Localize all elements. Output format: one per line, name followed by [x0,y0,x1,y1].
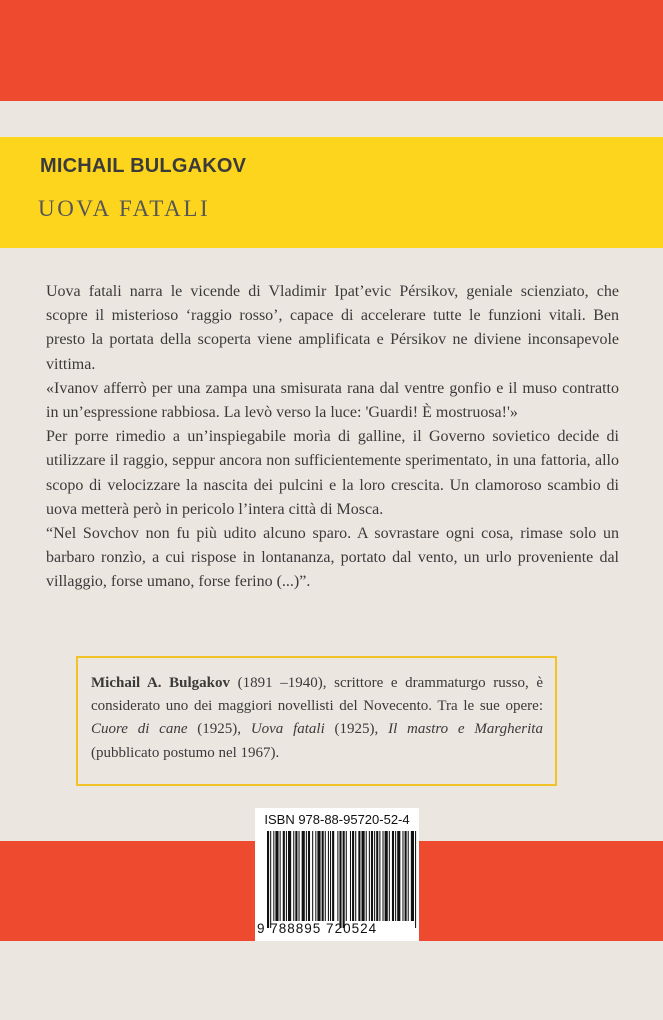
author-name: MICHAIL BULGAKOV [40,155,247,177]
barcode-bar [395,831,396,921]
barcode-bar [358,831,360,921]
bio-work-title: Uova fatali [250,721,325,738]
barcode-bar [302,831,305,921]
barcode-bar [371,831,373,921]
barcode-bar [306,831,307,921]
barcode-bar [352,831,354,921]
barcode-bar [350,831,351,921]
barcode-bar [328,831,329,921]
barcode-bar [389,831,390,921]
blurb-paragraph-2: Per porre rimedio a un’inspiegabile morìa di galline, il Governo sovietico decide di utilizzare il raggio, seppur ancora non sufficientemente sperimentato, in una fattoria, allo scopo di velocizzare la nascita dei pulcini e la loro crescita. Un clamoroso scambio di uova metterà però in pericolo l’intera città di Mosca. [46,428,619,518]
isbn-barcode [255,808,419,941]
barcode-bar [283,831,285,921]
barcode-bar [405,831,407,921]
barcode-bar [288,831,291,921]
title-band [0,137,663,248]
blurb-quote-2: “Nel Sovchov non fu più udito alcuno sparo. A sovrastare ogni cosa, rimase solo un barbaro ronzìo, a cui rispose in lontananza, portato dal vento, un urlo proveniente dal villaggio, forse umano, forse ferino (...)”. [46,525,619,591]
barcode-bar [270,831,271,928]
back-cover-blurb [46,280,619,595]
barcode-bar [280,831,281,921]
barcode-bar [312,831,313,921]
barcode-bar [392,831,394,921]
barcode-bar [295,831,297,921]
barcode-bar [275,831,278,921]
author-bio-text: Michail A. Bulgakov (1891 –1940), scrittore e drammaturgo russo, è considerato uno dei maggiori novellisti del Novecento. Tra le sue opere: Cuore di cane (1925), Uova fatali (1925), Il mastro e Margherita (pubblicato postumo nel 1967). [91,675,543,761]
barcode-bar [299,831,300,921]
barcode-bar [383,831,384,921]
barcode-bar [339,831,341,928]
barcode-bar [374,831,375,921]
barcode-bar [343,831,345,928]
barcode-bar [273,831,274,921]
barcode-bar [369,831,370,921]
barcode-bar [330,831,331,921]
barcode-bar [355,831,356,921]
barcode-bar [267,831,269,928]
barcode-bar [293,831,294,921]
blurb-paragraph-1: Uova fatali narra le vicende di Vladimir Ipat’evic Pérsikov, geniale scienziato, che scopre il misterioso ‘raggio rosso’, capace di accelerare tutte le funzioni vitali. Ben presto la portata della scoperta viene amplificata e Pérsikov ne diviene inconsapevole vittima. [46,283,619,373]
barcode-bar [366,831,367,921]
bio-work-title: Il mastro e Margherita [388,721,543,738]
barcode-bar [411,831,414,921]
barcode-bar [337,831,338,921]
bio-work-title: Cuore di cane [91,721,188,738]
author-bio-box [76,656,557,786]
barcode-bar [397,831,400,921]
barcode-bar [415,831,416,928]
blurb-quote-1: «Ivanov afferrò per una zampa una smisurata rana dal ventre gonfio e il muso contratto in un’espressione rabbiosa. La levò verso la luce: 'Guardi! È mostruosa!'» [46,379,619,422]
barcode-bar [402,831,403,921]
barcode-bar [385,831,388,921]
barcode-bar [317,831,320,921]
barcode-bar [376,831,378,921]
top-red-band [0,0,663,101]
barcode-bar [286,831,287,921]
barcode-bar [322,831,324,921]
barcode-bars [267,831,417,928]
barcode-bar [315,831,316,921]
book-title: UOVA FATALI [38,196,211,221]
barcode-bar [332,831,334,921]
barcode-digits: 9 788895 720524 [257,921,378,936]
barcode-bar [308,831,310,921]
bio-author-name: Michail A. Bulgakov [91,675,231,691]
barcode-bar [408,831,409,921]
barcode-bar [346,831,347,921]
barcode-bar [362,831,365,921]
barcode-bar [325,831,326,921]
isbn-label: ISBN 978-88-95720-52-4 [264,812,410,827]
barcode-bar [379,831,380,921]
